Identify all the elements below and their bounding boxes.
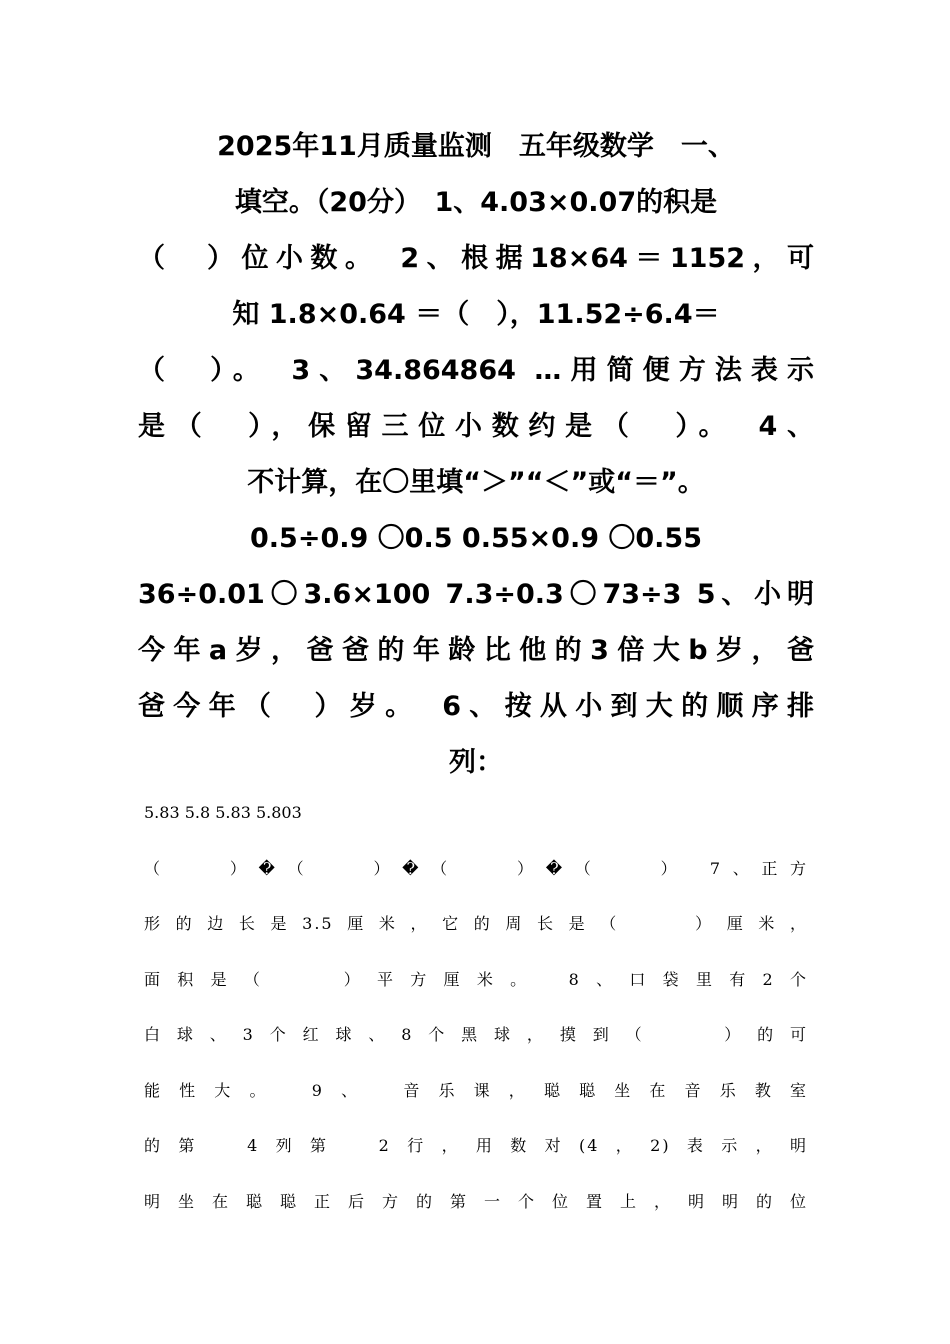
text-line: 0.5÷0.9 〇0.5 0.55×0.9 〇0.55 — [250, 523, 702, 554]
text-line: 列： — [449, 747, 503, 778]
text-line: （ ）位小数。 2、根据18×64＝1152，可 — [138, 243, 814, 274]
text-line: 面积是（ ）平方厘米。 8、口袋里有2个 — [144, 969, 808, 989]
text-line: 白球、3个红球、8个黑球，摸到（ ）的可 — [144, 1025, 808, 1044]
number-list: 5.83 5.8 5.83 5.803 — [144, 803, 302, 822]
text-line: 的第 4列第 2行，用数对(4，2)表示，明 — [144, 1136, 808, 1155]
text-line: 是（ ），保留三位小数约是（ ）。 4、 — [138, 411, 814, 442]
text-line: 知 1.8×0.64 ＝（ ），11.52÷6.4＝ — [232, 299, 720, 330]
text-line: 今年a岁，爸爸的年龄比他的3倍大b岁，爸 — [138, 635, 814, 666]
text-line: 不计算，在〇里填“＞”“＜”或“＝”。 — [247, 467, 705, 498]
text-line: （ ）�（ ）�（ ）�（ ） 7、正方 — [144, 858, 808, 878]
text-line: 能性大。 9、 音乐课，聪聪坐在音乐教室 — [144, 1080, 808, 1100]
text-line: 明坐在聪聪正后方的第一个位置上，明明的位 — [144, 1191, 808, 1211]
exam-text-small — [144, 785, 808, 1229]
text-line: 36÷0.01〇3.6×100 7.3÷0.3〇73÷3 5、小明 — [138, 579, 814, 610]
text-line: 2025年11月质量监测 五年级数学 一、 — [217, 131, 735, 162]
exam-text-large — [138, 119, 814, 791]
text-line: 填空。（20分） 1、4.03×0.07的积是 — [234, 187, 718, 218]
text-line: 爸今年（ ）岁。 6、按从小到大的顺序排 — [138, 691, 814, 722]
text-line: 形的边长是3.5厘米，它的周长是（ ）厘米， — [144, 914, 808, 933]
text-line: （ ）。 3、34.864864 …用简便方法表示 — [138, 355, 814, 386]
